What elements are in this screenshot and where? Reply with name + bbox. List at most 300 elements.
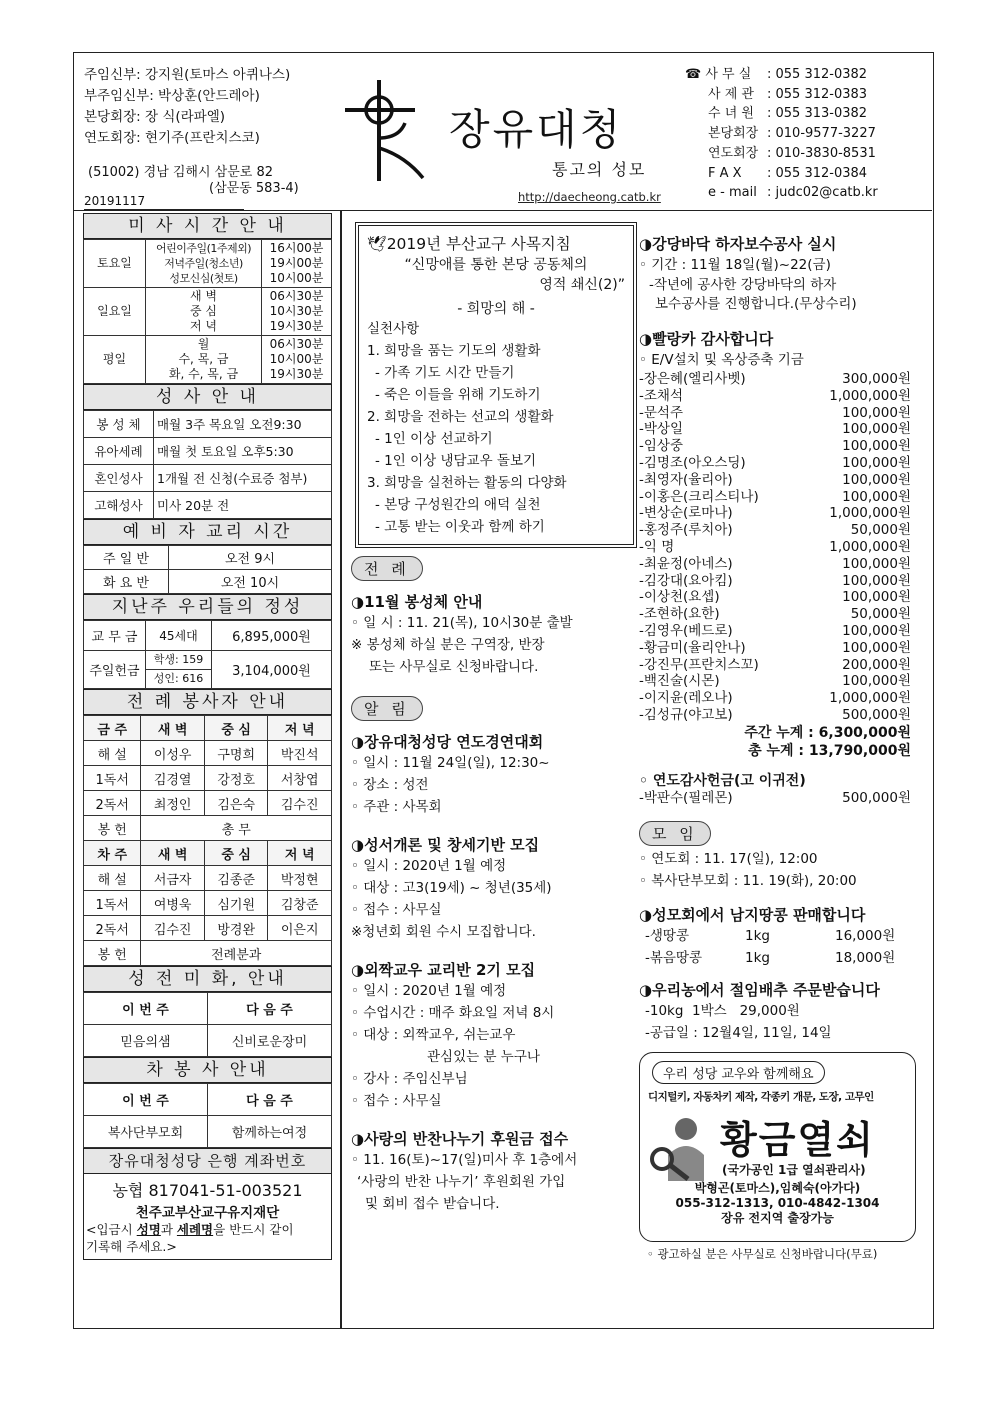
notice-line: ◦ 장소 : 성전 <box>351 777 429 793</box>
student-count: 학생: 159 <box>146 651 211 670</box>
notice-line: ◦ 11. 16(토)~17(일)미사 후 1층에서 <box>351 1152 578 1168</box>
donor-name: -김명조(아오스딩) <box>639 454 746 471</box>
donor-name: -강진무(프란치스꼬) <box>639 656 759 673</box>
servers-header: 저 녁 <box>268 841 332 866</box>
role: 2독서 <box>84 916 141 941</box>
left-sidebar <box>83 213 332 1260</box>
offering-count <box>146 651 212 689</box>
contact-row <box>685 164 878 184</box>
pastoral-box <box>355 222 637 548</box>
church-name: 장유대청 <box>449 105 624 154</box>
ad-area: 장유 전지역 출장가능 <box>721 1210 834 1225</box>
donor-name: -황금미(율리안나) <box>639 639 746 656</box>
catechism-table <box>83 545 332 594</box>
day-label: 토요일 <box>84 240 146 288</box>
donor-row <box>639 371 929 388</box>
price: 16,000원 <box>835 927 896 944</box>
ad-box <box>639 1052 916 1242</box>
donor-amount: 50,000원 <box>850 606 911 623</box>
church-subtitle: 통고의 성모 <box>552 160 647 179</box>
mass-name: 화, 수, 목, 금 <box>168 367 239 381</box>
notice-line: ◦ 수업시간 : 매주 화요일 저녁 8시 <box>351 1005 555 1021</box>
sacrament-label: 고해성사 <box>84 492 154 519</box>
donor-name: -이홍은(크리스티나) <box>639 488 759 505</box>
contact-value: : 010-9577-3227 <box>767 126 876 142</box>
note-text: <입금시 <box>86 1222 137 1237</box>
offering-title: 지난주 우리들의 정성 <box>83 594 332 620</box>
right-column <box>639 223 929 1262</box>
donor-row <box>639 539 929 556</box>
week-header: 이 번 주 <box>84 993 208 1025</box>
action-item: - 본당 구성원간의 애덕 실천 <box>375 497 541 513</box>
section-pill-notice: 알 림 <box>351 696 423 721</box>
bulletin-page <box>73 52 934 1329</box>
donor-name: -김영우(베드로) <box>639 622 733 639</box>
cabbage-line: -공급일 : 12월4일, 11일, 14일 <box>645 1024 832 1041</box>
liturgy-line: ◦ 일 시 : 11. 21(목), 10시30분 출발 <box>351 615 573 631</box>
staff-line: 부주임신부: 박상훈(안드레아) <box>84 88 260 104</box>
contact-label: 본당회장 <box>708 126 759 142</box>
ad-tagline: 우리 성당 교우와 함께해요 <box>652 1061 825 1084</box>
server-name: 서금자 <box>141 866 205 891</box>
cross-logo-icon <box>339 78 429 183</box>
contact-label: 수 녀 원 <box>708 106 754 122</box>
donor-row <box>639 623 929 640</box>
donor-name: -조현하(요한) <box>639 606 720 623</box>
team-name: 함께하는여정 <box>208 1116 332 1148</box>
address: (51002) 경남 김해시 삼문로 82 <box>88 165 274 180</box>
ad-owner: 박형곤(토마스),임혜숙(아가다) <box>694 1180 861 1195</box>
floor-heading: ◑강당바닥 하자보수공사 실시 <box>639 235 837 253</box>
donor-amount: 1,000,000원 <box>829 538 911 555</box>
mass-name: 월 <box>197 337 210 351</box>
section-pill-liturgy: 전 례 <box>351 556 423 581</box>
weekly-total: 주간 누계 : 6,300,000원 <box>744 724 911 741</box>
action-item: - 고통 받는 이웃과 함께 하기 <box>375 519 545 535</box>
server-name: 강정호 <box>204 766 268 791</box>
mass-time: 19시30분 <box>269 367 324 381</box>
memorial-heading: ◦ 연도감사헌금(고 이귀전) <box>639 772 806 789</box>
donor-amount: 100,000원 <box>842 589 911 606</box>
email-link[interactable]: : judc02@catb.kr <box>767 185 878 201</box>
team-name: 믿음의샘 <box>84 1025 208 1057</box>
ad-services: 디지털키, 자동차키 제작, 각종키 개문, 도장, 고무인 <box>648 1090 874 1103</box>
mass-time: 10시30분 <box>269 304 324 318</box>
notice-line: ◦ 주관 : 사목회 <box>351 799 442 815</box>
bank-title: 장유대청성당 은행 계좌번호 <box>83 1148 332 1174</box>
week-header: 이 번 주 <box>84 1084 208 1116</box>
contact-row <box>685 183 878 203</box>
bank-account: 농협 817041-51-003521 <box>112 1181 303 1200</box>
issue-date: 20191117 <box>84 194 146 208</box>
servers-header: 저 녁 <box>268 716 332 741</box>
liturgy-line: ※ 봉성체 하실 분은 구역장, 반장 <box>351 637 545 653</box>
server-name: 구명희 <box>204 741 268 766</box>
key-person-icon <box>648 1115 708 1185</box>
role: 봉 헌 <box>84 816 141 841</box>
donor-name: -김성규(야고보) <box>639 706 733 723</box>
contact-label: e - mail <box>708 185 757 201</box>
sacrament-value: 매월 3주 목요일 오전9:30 <box>154 411 332 438</box>
contact-row <box>685 85 878 105</box>
sacraments-table <box>83 410 332 519</box>
class-label: 화 요 반 <box>84 570 169 594</box>
notice-line: ◦ 일시 : 11월 24일(일), 12:30~ <box>351 755 550 771</box>
liturgy-heading: ◑11월 봉성체 안내 <box>351 593 483 611</box>
sacrament-label: 봉 성 체 <box>84 411 154 438</box>
donor-row <box>639 505 929 522</box>
donor-amount: 100,000원 <box>842 454 911 471</box>
week-header: 다 음 주 <box>208 993 332 1025</box>
section-pill-meeting: 모 임 <box>639 821 711 846</box>
contact-row <box>685 65 878 85</box>
weight: 1kg <box>745 927 770 944</box>
action-item: - 죽은 이들을 위해 기도하기 <box>375 387 541 403</box>
mass-time: 06시30분 <box>269 337 324 351</box>
contact-list <box>685 65 878 203</box>
donor-amount: 500,000원 <box>842 706 911 723</box>
donor-row <box>639 438 929 455</box>
notice-line: ◦ 강사 : 주임신부님 <box>351 1071 468 1087</box>
mass-name: 새 벽 <box>190 289 217 303</box>
sacrament-value: 미사 20분 전 <box>154 492 332 519</box>
account-owner: 천주교부산교구유지재단 <box>135 1205 280 1221</box>
donor-row <box>639 455 929 472</box>
contact-value: : 055 312-0382 <box>767 67 868 82</box>
contact-label: ☎ 사 무 실 <box>685 67 752 82</box>
price: 18,000원 <box>835 949 896 966</box>
week-header: 다 음 주 <box>208 1084 332 1116</box>
donor-name: -장은혜(엘리사벳) <box>639 371 746 387</box>
notice-line: 관심있는 분 누구나 <box>427 1049 540 1065</box>
bank-note <box>86 1221 329 1255</box>
class-label: 주 일 반 <box>84 546 169 570</box>
mass-name: 어린이주일(1주제외) <box>155 242 252 255</box>
server-name: 심기원 <box>204 891 268 916</box>
donor-name: -익 명 <box>639 538 675 555</box>
mass-name: 성모신심(첫토) <box>169 272 238 285</box>
donor-row <box>639 606 929 623</box>
donor-list <box>639 371 929 724</box>
mass-time: 19시30분 <box>269 319 324 333</box>
notice-line: ◦ 대상 : 고3(19세) ~ 청년(35세) <box>351 880 552 896</box>
cabbage-heading: ◑우리농에서 절임배추 주문받습니다 <box>639 980 880 999</box>
action-heading: 실천사항 <box>367 321 420 337</box>
mass-time: 16시00분 <box>269 241 324 255</box>
divider <box>84 209 244 210</box>
donor-name: -최윤정(아네스) <box>639 555 733 572</box>
header <box>74 53 932 211</box>
contact-label: 연도회장 <box>708 145 759 161</box>
pastoral-title: 2019년 부산교구 사목지침 <box>386 235 571 253</box>
contact-value: : 055 312-0383 <box>767 86 868 102</box>
server-name: 박정현 <box>268 866 332 891</box>
role: 해 설 <box>84 866 141 891</box>
staff-line: 주임신부: 강지원(토마스 아퀴나스) <box>84 67 291 83</box>
notice-heading: ◑사랑의 반찬나누기 후원금 접수 <box>351 1130 569 1148</box>
ad-phone: 055-312-1313, 010-4842-1304 <box>675 1195 880 1210</box>
mass-names <box>146 336 262 384</box>
donor-row <box>639 522 929 539</box>
class-time: 오전 9시 <box>169 546 332 570</box>
server-name: 김수진 <box>141 916 205 941</box>
middle-column <box>351 218 641 1215</box>
product: -볶음땅콩 <box>645 949 703 966</box>
server-name: 김경열 <box>141 766 205 791</box>
donor-name: -조채석 <box>639 387 683 404</box>
floor-line: -작년에 공사한 강당바닥의 하자 <box>649 277 837 293</box>
mass-name: 저녁주일(청소년) <box>164 257 243 270</box>
donor-name: -이지윤(레오나) <box>639 690 733 707</box>
thanks-sub: ◦ E/V설치 및 옥상증축 기금 <box>639 352 804 368</box>
note-text: 을 반드시 같이 <box>213 1222 294 1237</box>
liturgy-line: 또는 사무실로 신청바랍니다. <box>369 659 539 675</box>
role: 봉 헌 <box>84 941 141 966</box>
donor-amount: 300,000원 <box>842 371 911 387</box>
contact-row <box>685 104 878 124</box>
servers-header: 금 주 <box>84 716 141 741</box>
server-name: 서창엽 <box>268 766 332 791</box>
meeting-line: ◦ 복사단부모회 : 11. 19(화), 20:00 <box>639 872 857 889</box>
thanks-heading: ◑빨랑카 감사합니다 <box>639 330 774 348</box>
offering-amount: 6,895,000원 <box>212 621 332 651</box>
donor-row <box>639 589 929 606</box>
meeting-line: ◦ 연도회 : 11. 17(일), 12:00 <box>639 850 818 867</box>
server-name: 방경완 <box>204 916 268 941</box>
notice-line: ‘사랑의 반찬 나누기’ 후원회원 가입 <box>357 1174 566 1190</box>
note-text: 기록해 주세요.> <box>86 1239 177 1254</box>
donor-row <box>639 640 929 657</box>
staff-list <box>84 65 290 149</box>
product: -생땅콩 <box>645 927 689 944</box>
floor-line: ◦ 기간 : 11월 18일(월)~22(금) <box>639 257 831 273</box>
notice-line: 및 회비 접수 받습니다. <box>365 1196 500 1212</box>
donor-amount: 100,000원 <box>842 555 911 572</box>
ad-business-name: 황금열쇠 <box>720 1116 875 1162</box>
contact-row <box>685 144 878 164</box>
notice-heading: ◑외짝교우 교리반 2기 모집 <box>351 961 536 979</box>
servers-table <box>83 715 332 966</box>
ad-footnote: ◦ 광고하실 분은 사무실로 신청바랍니다(무료) <box>647 1246 878 1261</box>
donor-amount: 1,000,000원 <box>829 387 911 404</box>
donor-amount: 100,000원 <box>842 622 911 639</box>
catechism-title: 예 비 자 교리 시간 <box>83 519 332 545</box>
donor-row <box>639 690 929 707</box>
notice-line: ◦ 대상 : 외짝교우, 쉬는교우 <box>351 1027 516 1043</box>
server-name: 최정인 <box>141 791 205 816</box>
server-name: 김수진 <box>268 791 332 816</box>
donor-name: -이상천(요셉) <box>639 589 720 606</box>
peanut-heading: ◑성모회에서 남지땅콩 판매합니다 <box>639 905 866 924</box>
mass-names <box>146 288 262 336</box>
adult-count: 성인: 616 <box>153 672 204 685</box>
donor-amount: 500,000원 <box>842 789 911 806</box>
grand-total: 총 누계 : 13,790,000원 <box>748 742 911 759</box>
staff-line: 본당회장: 장 식(라파엘) <box>84 109 226 125</box>
pastoral-quote: “신망애를 통한 본당 공동체의 <box>404 257 588 273</box>
donor-amount: 1,000,000원 <box>829 505 911 522</box>
donor-row <box>639 673 929 690</box>
sacrament-value: 1개월 전 신청(수료증 첨부) <box>154 465 332 492</box>
donor-amount: 100,000원 <box>842 471 911 488</box>
flowers-table <box>83 992 332 1057</box>
offering-table <box>83 620 332 689</box>
notice-heading: ◑성서개론 및 창세기반 모집 <box>351 836 540 854</box>
team-name: 복사단부모회 <box>84 1116 208 1148</box>
donor-amount: 100,000원 <box>842 488 911 505</box>
sacraments-title: 성 사 안 내 <box>83 384 332 410</box>
server-name: 이성우 <box>141 741 205 766</box>
role: 1독서 <box>84 891 141 916</box>
contact-value: : 055 313-0382 <box>767 106 868 122</box>
peanut-row <box>639 947 929 969</box>
mass-times <box>262 240 332 288</box>
mass-times <box>262 336 332 384</box>
donor-row <box>639 472 929 489</box>
ad-cert: (국가공인 1급 열쇠관리사) <box>722 1162 866 1177</box>
server-name: 총 무 <box>141 816 332 841</box>
donor-row <box>639 388 929 405</box>
note-text: 과 <box>160 1222 177 1237</box>
action-item: 3. 희망을 실천하는 활동의 다양화 <box>367 475 567 491</box>
pastoral-year: - 희망의 해 - <box>457 301 535 317</box>
donor-row <box>639 556 929 573</box>
tea-table <box>83 1083 332 1148</box>
action-item: 2. 희망을 전하는 선교의 생활화 <box>367 409 554 425</box>
donor-name: -임상중 <box>639 438 683 455</box>
mass-time: 10시00분 <box>269 352 324 366</box>
offering-label: 교 무 금 <box>84 621 146 651</box>
mass-name: 저 녁 <box>190 319 217 333</box>
role: 1독서 <box>84 766 141 791</box>
donor-row <box>639 421 929 438</box>
donor-amount: 200,000원 <box>842 656 911 673</box>
contact-value: : 055 312-0384 <box>767 165 868 181</box>
donor-name: -김강대(요아킴) <box>639 572 733 589</box>
mass-name: 중 심 <box>190 304 217 318</box>
peanut-row <box>639 925 929 947</box>
donor-amount: 1,000,000원 <box>829 690 911 707</box>
donor-amount: 100,000원 <box>842 421 911 438</box>
staff-line: 연도회장: 현기주(프란치스코) <box>84 130 260 146</box>
donor-name: -홍정주(루치아) <box>639 522 733 539</box>
donor-amount: 100,000원 <box>842 673 911 690</box>
weight: 1kg <box>745 949 770 966</box>
notice-line: ◦ 일시 : 2020년 1월 예정 <box>351 858 507 874</box>
mass-time: 10시00분 <box>269 271 324 285</box>
servers-header: 중 심 <box>204 716 268 741</box>
dove-icon: 🕊 <box>367 235 387 253</box>
offering-amount: 3,104,000원 <box>212 651 332 689</box>
ad-contact <box>640 1181 915 1226</box>
donor-amount: 50,000원 <box>850 522 911 539</box>
team-name: 신비로운장미 <box>208 1025 332 1057</box>
note-emph: 세례명 <box>176 1222 214 1237</box>
mass-times <box>262 288 332 336</box>
donor-name: -문석주 <box>639 404 683 421</box>
action-item: - 1인 이상 선교하기 <box>375 431 493 447</box>
mass-time: 06시30분 <box>269 289 324 303</box>
mass-table <box>83 239 332 384</box>
donor-name: -박상일 <box>639 421 683 438</box>
server-name: 김종준 <box>204 866 268 891</box>
role: 2독서 <box>84 791 141 816</box>
donor-row <box>639 707 929 724</box>
notice-line: ◦ 접수 : 사무실 <box>351 1093 442 1109</box>
bank-box <box>83 1174 332 1260</box>
servers-header: 새 벽 <box>141 841 205 866</box>
donor-name: -변상순(로마나) <box>639 505 733 522</box>
servers-header: 차 주 <box>84 841 141 866</box>
contact-label: 사 제 관 <box>708 86 754 102</box>
pastoral-inner <box>358 225 634 545</box>
contact-label: F A X <box>708 165 742 181</box>
notice-line: ◦ 접수 : 사무실 <box>351 902 442 918</box>
server-name: 박진석 <box>268 741 332 766</box>
donor-row <box>639 657 929 674</box>
notice-heading: ◑장유대청성당 연도경연대회 <box>351 733 544 751</box>
offering-label: 주일헌금 <box>84 651 146 689</box>
action-item: - 1인 이상 냉담교우 돌보기 <box>375 453 537 469</box>
servers-header: 중 심 <box>204 841 268 866</box>
pastoral-quote: 영적 쇄신(2)” <box>539 277 625 293</box>
floor-line: 보수공사를 진행합니다.(무상수리) <box>655 296 857 312</box>
role: 해 설 <box>84 741 141 766</box>
donor-row <box>639 573 929 590</box>
day-label: 평일 <box>84 336 146 384</box>
donor-row <box>639 489 929 506</box>
action-item: - 가족 기도 시간 만들기 <box>375 365 515 381</box>
server-name: 이은지 <box>268 916 332 941</box>
server-name: 김은숙 <box>204 791 268 816</box>
donor-row <box>639 405 929 422</box>
server-name: 김창준 <box>268 891 332 916</box>
mass-title: 미 사 시 간 안 내 <box>83 213 332 239</box>
mass-names <box>146 240 262 288</box>
contact-row <box>685 124 878 144</box>
memorial-row <box>639 790 929 807</box>
tea-title: 차 봉 사 안내 <box>83 1057 332 1083</box>
column-divider <box>340 211 342 1328</box>
donor-name: -최영자(율리아) <box>639 471 733 488</box>
donor-amount: 100,000원 <box>842 438 911 455</box>
server-name: 전례분과 <box>141 941 332 966</box>
action-item: 1. 희망을 품는 기도의 생활화 <box>367 343 541 359</box>
donor-name: -백진술(시몬) <box>639 673 720 690</box>
sacrament-label: 혼인성사 <box>84 465 154 492</box>
donor-amount: 100,000원 <box>842 639 911 656</box>
sacrament-label: 유아세례 <box>84 438 154 465</box>
donor-name: -박판수(필레몬) <box>639 789 733 806</box>
notice-line: ◦ 일시 : 2020년 1월 예정 <box>351 983 507 999</box>
address-sub: (삼문동 583-4) <box>209 181 299 196</box>
offering-count: 45세대 <box>146 621 212 651</box>
pastoral-heading <box>367 232 625 254</box>
donor-amount: 100,000원 <box>842 404 911 421</box>
servers-header: 새 벽 <box>141 716 205 741</box>
servers-title: 전 례 봉사자 안내 <box>83 689 332 715</box>
flowers-title: 성 전 미 화, 안내 <box>83 966 332 992</box>
donor-amount: 100,000원 <box>842 572 911 589</box>
website-link[interactable]: http://daecheong.catb.kr <box>518 190 661 204</box>
note-emph: 성명 <box>136 1222 161 1237</box>
mass-name: 수, 목, 금 <box>178 352 229 366</box>
class-time: 오전 10시 <box>169 570 332 594</box>
notice-line: ※청년회 회원 수시 모집합니다. <box>351 924 536 940</box>
cabbage-line: -10kg 1박스 29,000원 <box>645 1002 800 1019</box>
server-name: 여병욱 <box>141 891 205 916</box>
day-label: 일요일 <box>84 288 146 336</box>
